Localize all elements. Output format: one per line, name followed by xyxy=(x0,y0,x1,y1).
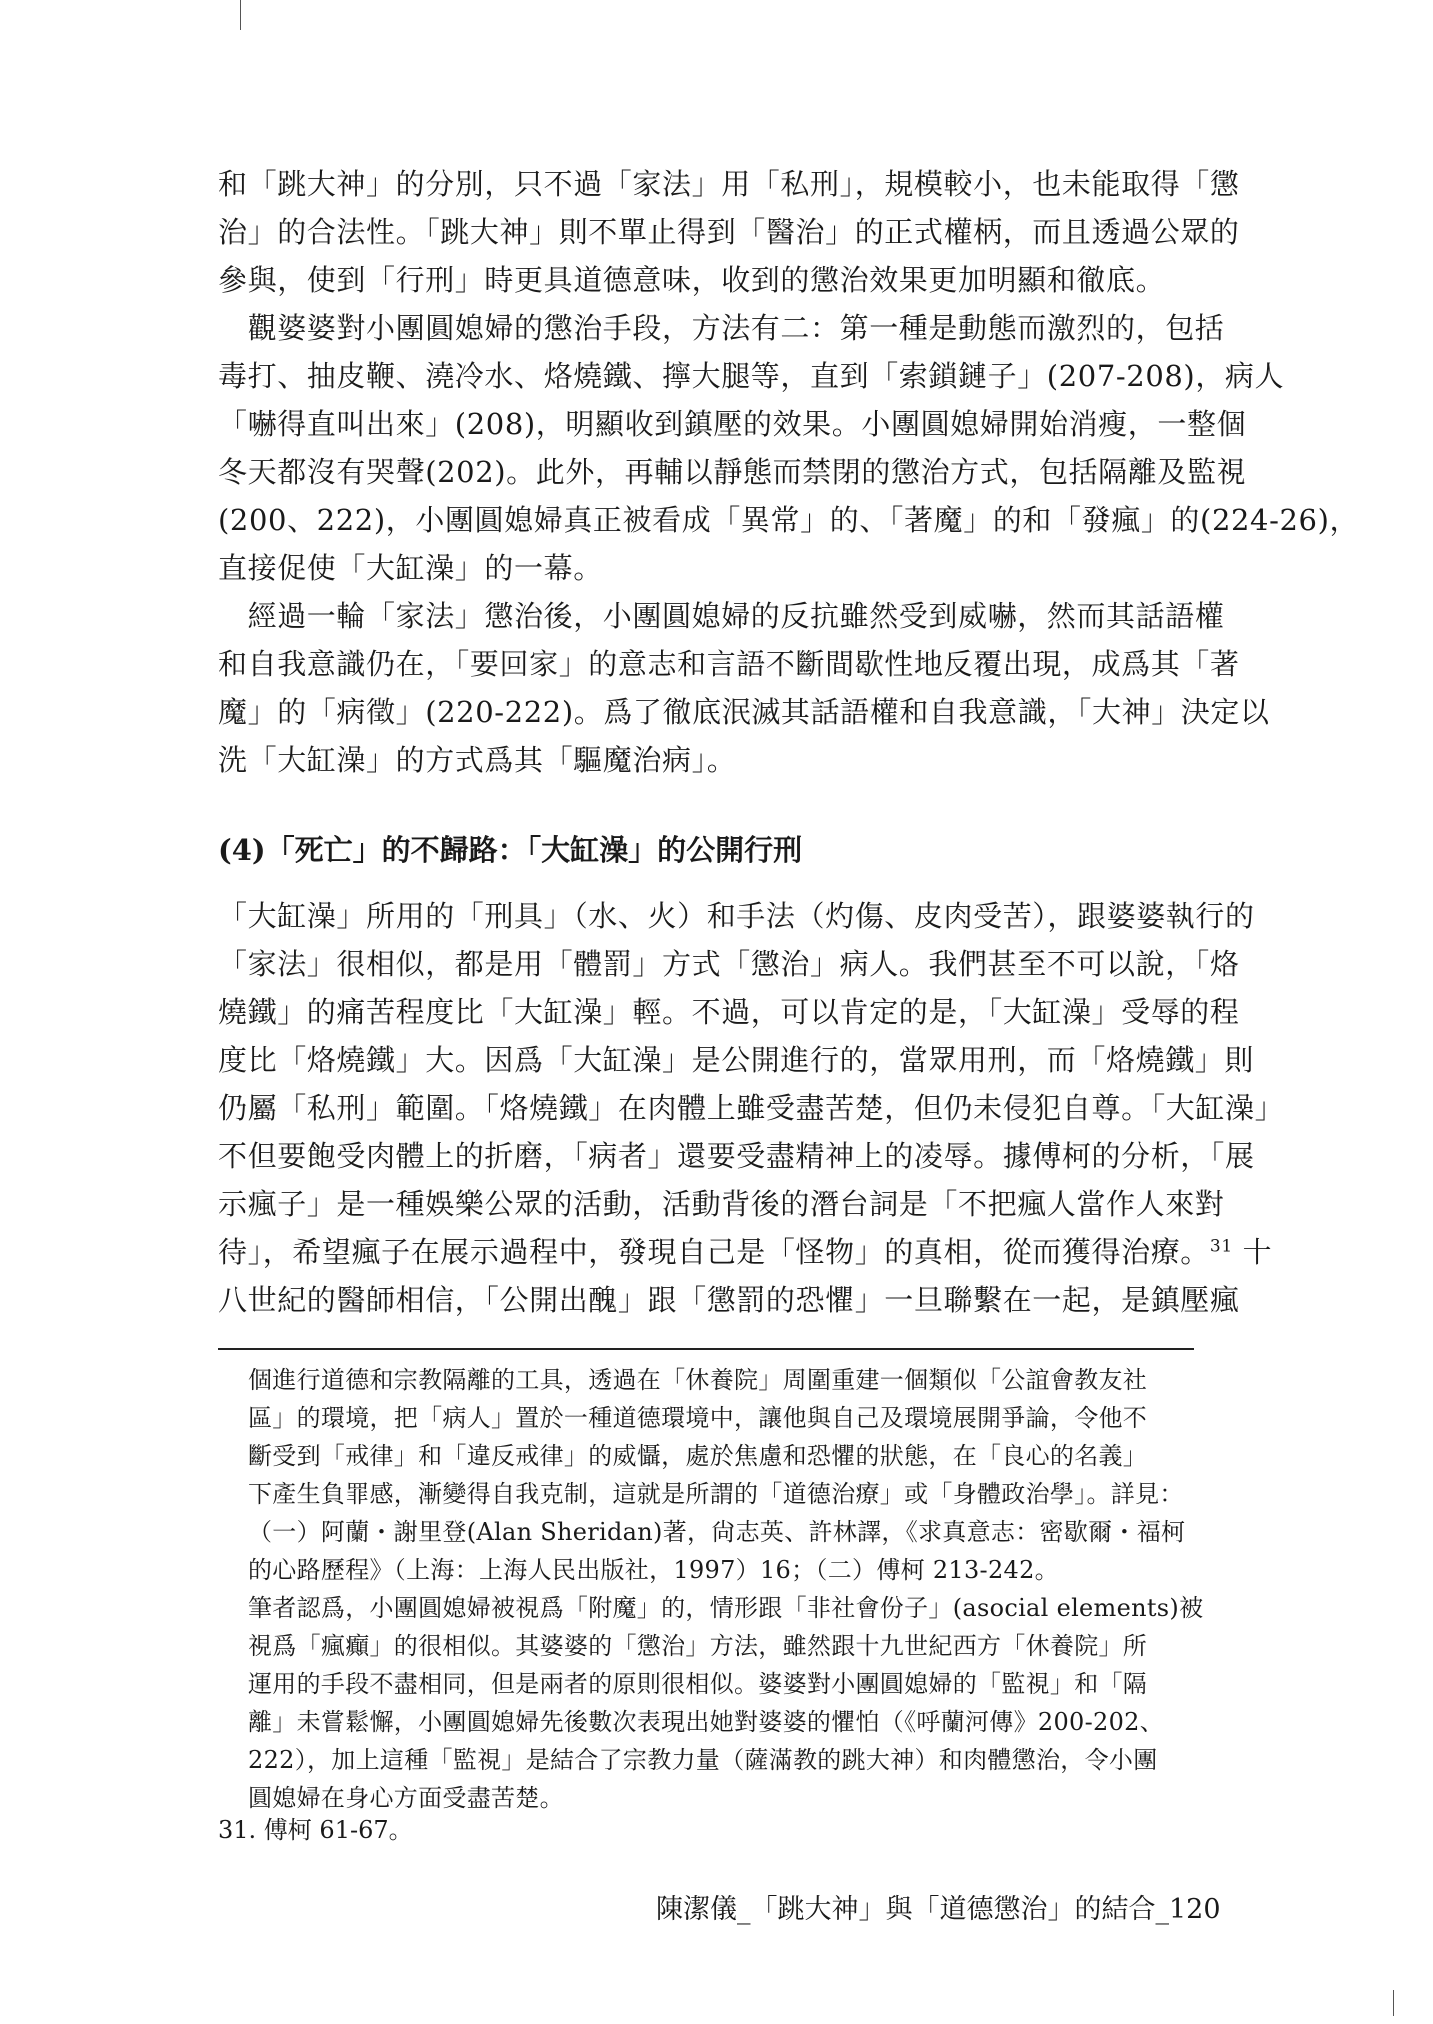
footnote-line: 的心路歷程》（上海：上海人民出版社，1997）16；（二）傅柯 213-242。 xyxy=(248,1556,1059,1584)
text-line: 「嚇得直叫出來」(208)，明顯收到鎮壓的效果。小團圓媳婦開始消瘦，一整個 xyxy=(218,407,1247,441)
running-footer: 陳潔儀_「跳大神」與「道德懲治」的結合_120 xyxy=(656,1894,1221,1925)
text-line: 經過一輪「家法」懲治後，小團圓媳婦的反抗雖然受到威嚇，然而其話語權 xyxy=(218,599,1225,633)
footnote-line: 圓媳婦在身心方面受盡苦楚。 xyxy=(248,1784,564,1812)
scan-mark-top xyxy=(240,0,241,30)
footnote-reference: 31 xyxy=(1209,1236,1233,1257)
footnote-line: 離」未嘗鬆懈，小團圓媳婦先後數次表現出她對婆婆的懼怕（《呼蘭河傳》200-202、 xyxy=(248,1708,1165,1736)
text-line: 治」的合法性。「跳大神」則不單止得到「醫治」的正式權柄，而且透過公眾的 xyxy=(218,215,1240,249)
footnote-line: （一）阿蘭・謝里登(Alan Sheridan)著，尙志英、許林譯，《求真意志：密歇爾・福柯 xyxy=(248,1518,1186,1546)
text-line: 冬天都沒有哭聲(202)。此外，再輔以靜態而禁閉的懲治方式，包括隔離及監視 xyxy=(218,455,1247,489)
text-line: 示瘋子」是一種娛樂公眾的活動，活動背後的潛台詞是「不把瘋人當作人來對 xyxy=(218,1187,1225,1221)
paragraph-1 xyxy=(218,160,1360,784)
footnote-continuation xyxy=(248,1361,1208,1817)
paragraph-2 xyxy=(218,892,1285,1324)
text-line: 直接促使「大缸澡」的一幕。 xyxy=(218,551,603,585)
footnote-line: 斷受到「戒律」和「違反戒律」的威懾，處於焦慮和恐懼的狀態，在「良心的名義」 xyxy=(248,1442,1148,1470)
text-line: 燒鐵」的痛苦程度比「大缸澡」輕。不過，可以肯定的是，「大缸澡」受辱的程 xyxy=(218,995,1240,1029)
text-line: 毒打、抽皮鞭、澆冷水、烙燒鐵、擰大腿等，直到「索鎖鏈子」(207-208)，病人 xyxy=(218,359,1285,393)
text-line: 觀婆婆對小團圓媳婦的懲治手段，方法有二：第一種是動態而激烈的，包括 xyxy=(218,311,1225,345)
text-line: 參與，使到「行刑」時更具道德意味，收到的懲治效果更加明顯和徹底。 xyxy=(218,263,1166,297)
footnote-line: 區」的環境，把「病人」置於一種道德環境中，讓他與自己及環境展開爭論，令他不 xyxy=(248,1404,1148,1432)
text-line: 仍屬「私刑」範圍。「烙燒鐵」在肉體上雖受盡苦楚，但仍未侵犯自尊。「大缸澡」 xyxy=(218,1091,1285,1125)
footnote-divider xyxy=(218,1348,1194,1350)
footnote-line: 筆者認爲，小團圓媳婦被視爲「附魔」的，情形跟「非社會份子」(asocial elements)被 xyxy=(248,1594,1204,1622)
text-line: 「家法」很相似，都是用「體罰」方式「懲治」病人。我們甚至不可以說，「烙 xyxy=(218,947,1240,981)
text-line-body: 待」，希望瘋子在展示過程中，發現自己是「怪物」的真相，從而獲得治療。 xyxy=(218,1235,1210,1269)
text-line: 不但要飽受肉體上的折磨，「病者」還要受盡精神上的凌辱。據傅柯的分析，「展 xyxy=(218,1139,1255,1173)
footnote-line: 運用的手段不盡相同，但是兩者的原則很相似。婆婆對小團圓媳婦的「監視」和「隔 xyxy=(248,1670,1148,1698)
text-line-tail: 十 xyxy=(1232,1235,1273,1269)
footnote-line: 222），加上這種「監視」是結合了宗教力量（薩滿教的跳大神）和肉體懲治，令小團 xyxy=(248,1746,1158,1774)
text-line: 度比「烙燒鐵」大。因爲「大缸澡」是公開進行的，當眾用刑，而「烙燒鐵」則 xyxy=(218,1043,1255,1077)
scan-mark-bottom xyxy=(1393,1990,1394,2016)
text-line: 和「跳大神」的分別，只不過「家法」用「私刑」，規模較小，也未能取得「懲 xyxy=(218,167,1240,201)
text-line: 洗「大缸澡」的方式爲其「驅魔治病」。 xyxy=(218,743,737,777)
footnote-line: 下產生負罪感，漸變得自我克制，這就是所謂的「道德治療」或「身體政治學」。詳見： xyxy=(248,1480,1184,1508)
text-line: 和自我意識仍在，「要回家」的意志和言語不斷間歇性地反覆出現，成爲其「著 xyxy=(218,647,1240,681)
footnote-line: 個進行道德和宗教隔離的工具，透過在「休養院」周圍重建一個類似「公誼會教友社 xyxy=(248,1366,1148,1394)
section-heading: (4)「死亡」的不歸路：「大缸澡」的公開行刑 xyxy=(218,833,803,867)
text-line-with-footnote xyxy=(218,1228,1273,1276)
footnote-line: 視爲「瘋癲」的很相似。其婆婆的「懲治」方法，雖然跟十九世紀西方「休養院」所 xyxy=(248,1632,1148,1660)
text-line: 「大缸澡」所用的「刑具」（水、火）和手法（灼傷、皮肉受苦），跟婆婆執行的 xyxy=(218,899,1255,933)
text-line: 八世紀的醫師相信，「公開出醜」跟「懲罰的恐懼」一旦聯繫在一起，是鎮壓瘋 xyxy=(218,1283,1240,1317)
footnote-31: 31. 傅柯 61-67。 xyxy=(218,1816,413,1844)
text-line: 魔」的「病徵」(220-222)。爲了徹底泯滅其話語權和自我意識，「大神」決定以 xyxy=(218,695,1270,729)
text-line: (200、222)，小團圓媳婦真正被看成「異常」的、「著魔」的和「發瘋」的(224-26)， xyxy=(218,503,1360,537)
